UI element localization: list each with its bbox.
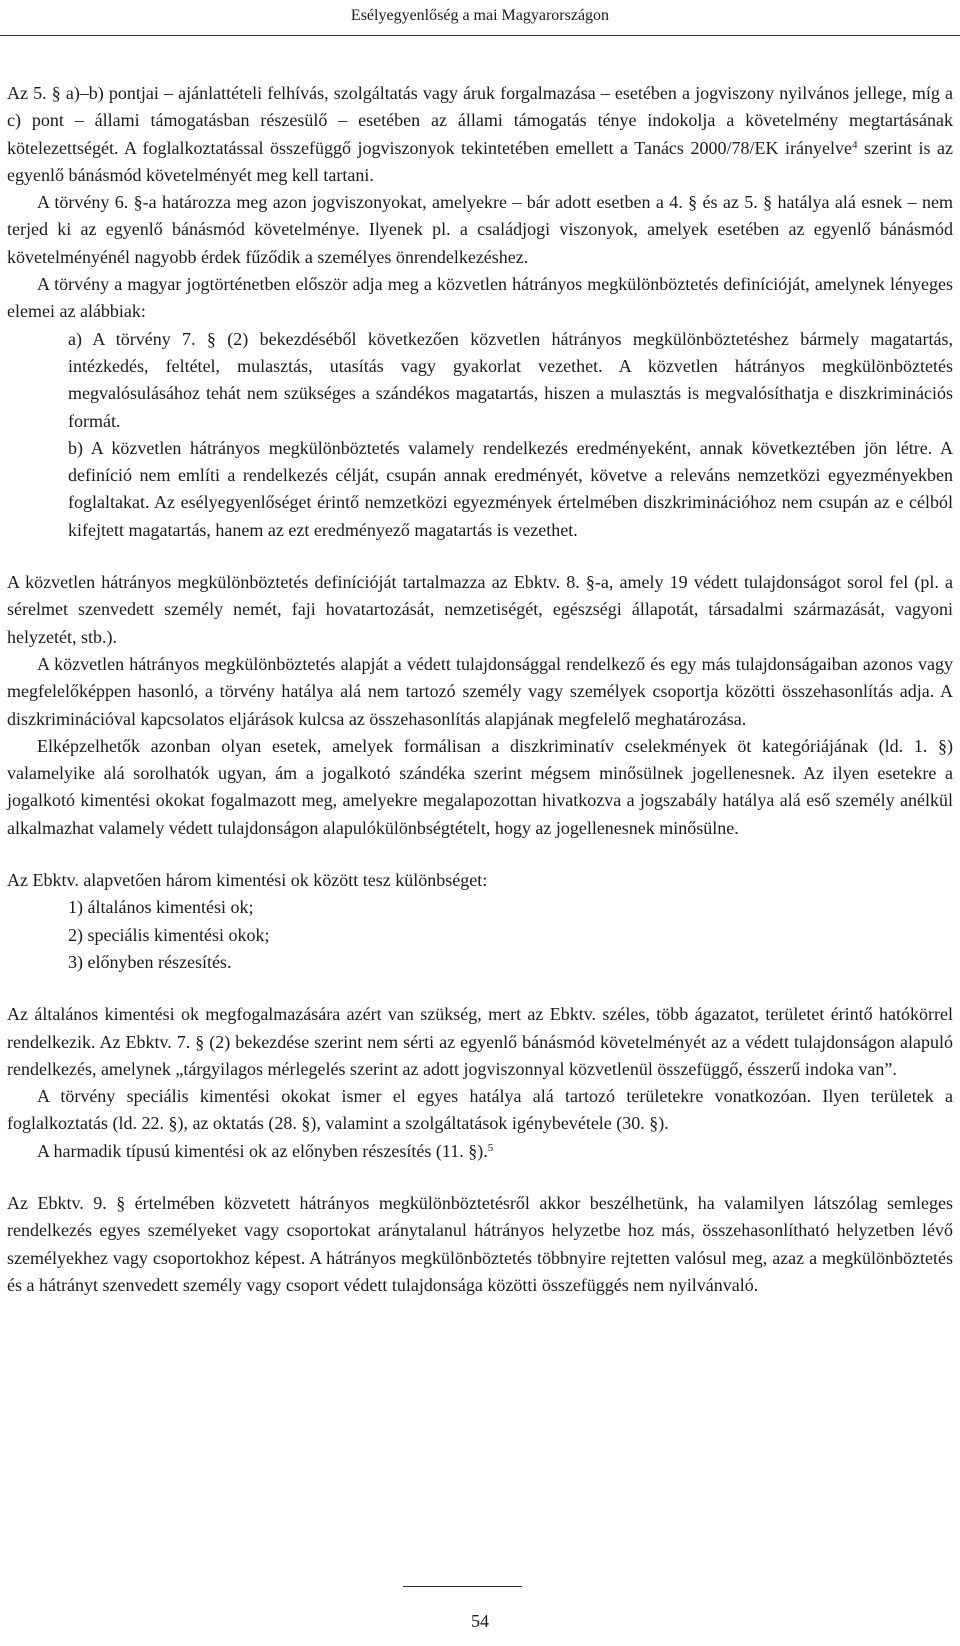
paragraph: A közvetlen hátrányos megkülönböztetés definícióját tartalmazza az Ebktv. 8. §-a, amely 19 védett tulajdonságot sorol fel (pl. a sérelmet szenvedett személy nemét, faji hovatartozását, nemzetiségét, egészségi állapotát, társadalmi származását, vagyoni helyzetét, stb.). bbox=[7, 572, 953, 647]
footer-divider bbox=[403, 1586, 522, 1587]
header-divider bbox=[0, 35, 960, 36]
paragraph: Az 5. § a)–b) pontjai – ajánlattételi felhívás, szolgáltatás vagy áruk forgalmazása – esetében a jogviszony nyilvános jellege, míg a c) pont – állami támogatásban részesülő – esetében az állami támogatás ténye indokolja a követelmény megtartásának kötelezettségét. A foglalkoztatással összefüggő jogviszonyok tekintetében emellett a Tanács 2000/78/EK irányelve$^4$ szerint is az egyenlő bánásmód követelményét meg kell tartani. bbox=[7, 83, 953, 185]
list-item: 3) előnyben részesítés. bbox=[68, 951, 232, 972]
paragraph: A törvény speciális kimentési okokat ismer el egyes hatálya alá tartozó területekre vonatkozóan. Ilyen területek a foglalkoztatás (ld. 22. §), az oktatás (28. §), valamint a szolgáltatások igénybevétele (30. §). bbox=[7, 1086, 953, 1134]
list-item: 2) speciális kimentési okok; bbox=[68, 924, 270, 945]
paragraph: Elképzelhetők azonban olyan esetek, amelyek formálisan a diszkriminatív cselekmények öt kategóriájának (ld. 1. §) valamelyike alá sorolhatók ugyan, ám a jogalkotó szándéka szerint mégsem minősülnek jogellenesnek. Az ilyen esetekre a jogalkotó kimentési okokat fogalmazott meg, amelyekre megalapozottan hivatkozva a jogszabály hatálya alá eső személy anélkül alkalmazhat valamely védett tulajdonságon alapulókülönbségtételt, hogy az jogellenesnek minősülne. bbox=[7, 735, 953, 838]
definition-element-a: a) A törvény 7. § (2) bekezdéséből következően közvetlen hátrányos megkülönböztetéshez bármely magatartás, intézkedés, feltétel, mulasztás, utasítás vagy gyakorlat vezethet. A közvetlen hátrányos megkülönböztetés megvalósulásához tehát nem szükséges a szándékos magatartás, hiszen a mulasztás is megvalósíthatja e diszkriminációs formát. bbox=[68, 328, 953, 431]
paragraph: A törvény a magyar jogtörténetben először adja meg a közvetlen hátrányos megkülönböztetés definícióját, amelynek lényeges elemei az alábbiak: bbox=[7, 274, 953, 322]
page-body bbox=[7, 80, 953, 1299]
paragraph: Az Ebktv. alapvetően három kimentési ok között tesz különbséget: bbox=[7, 870, 488, 891]
paragraph: A közvetlen hátrányos megkülönböztetés alapját a védett tulajdonsággal rendelkező és egy más tulajdonságaiban azonos vagy megfelelőképpen hasonló, a törvény hatálya alá nem tartozó személy vagy személyek csoportja közötti összehasonlítás adja. A diszkriminációval kapcsolatos eljárások kulcsa az összehasonlítás alapjának megfelelő meghatározása. bbox=[7, 653, 953, 729]
running-header: Esélyegyenlőség a mai Magyarországon bbox=[350, 7, 610, 24]
paragraph: A törvény 6. §-a határozza meg azon jogviszonyokat, amelyekre – bár adott esetben a 4. § és az 5. § hatálya alá esnek – nem terjed ki az egyenlő bánásmód követelménye. Ilyenek pl. a családjogi viszonyok, amelyek esetében az egyenlő bánásmód követelményénél nagyobb érdek fűződik a személyes önrendelkezéshez. bbox=[7, 192, 953, 267]
page-number: 54 bbox=[471, 1611, 489, 1631]
list-item: 1) általános kimentési ok; bbox=[68, 897, 254, 918]
paragraph: A harmadik típusú kimentési ok az előnyben részesítés (11. §).$^5$ bbox=[37, 1140, 494, 1161]
definition-element-b: b) A közvetlen hátrányos megkülönböztetés valamely rendelkezés eredményeként, annak következtében jön létre. A definíció nem említi a rendelkezés célját, csupán annak eredményét, követve a releváns nemzetközi egyezményekben foglaltakat. Az esélyegyenlőséget érintő nemzetközi egyezmények értelmében diszkriminációhoz nem csupán az e célból kifejtett magatartás, hanem az ezt eredményező magatartás is vezethet. bbox=[68, 437, 953, 540]
paragraph: Az Ebktv. 9. § értelmében közvetett hátrányos megkülönböztetésről akkor beszélhetünk, ha valamilyen látszólag semleges rendelkezés egyes személyeket vagy csoportokat aránytalanul hátrányos helyzetbe hoz más, összehasonlítható helyzetben lévő személyekhez vagy csoportokhoz képest. A hátrányos megkülönböztetés többnyire rejtetten valósul meg, azaz a megkülönböztetés és a hátrányt szenvedett személy vagy csoport védett tulajdonsága közötti összefüggés nem nyilvánvaló. bbox=[7, 1192, 953, 1295]
paragraph: Az általános kimentési ok megfogalmazására azért van szükség, mert az Ebktv. széles, több ágazatot, területet érintő hatókörrel rendelkezik. Az Ebktv. 7. § (2) bekezdése szerint nem sérti az egyenlő bánásmód követelményét az a védett tulajdonságon alapuló rendelkezés, amelynek „tárgyilagos mérlegelés szerint az adott jogviszonnyal közvetlenül összefüggő, ésszerű indoka van”. bbox=[7, 1004, 953, 1079]
